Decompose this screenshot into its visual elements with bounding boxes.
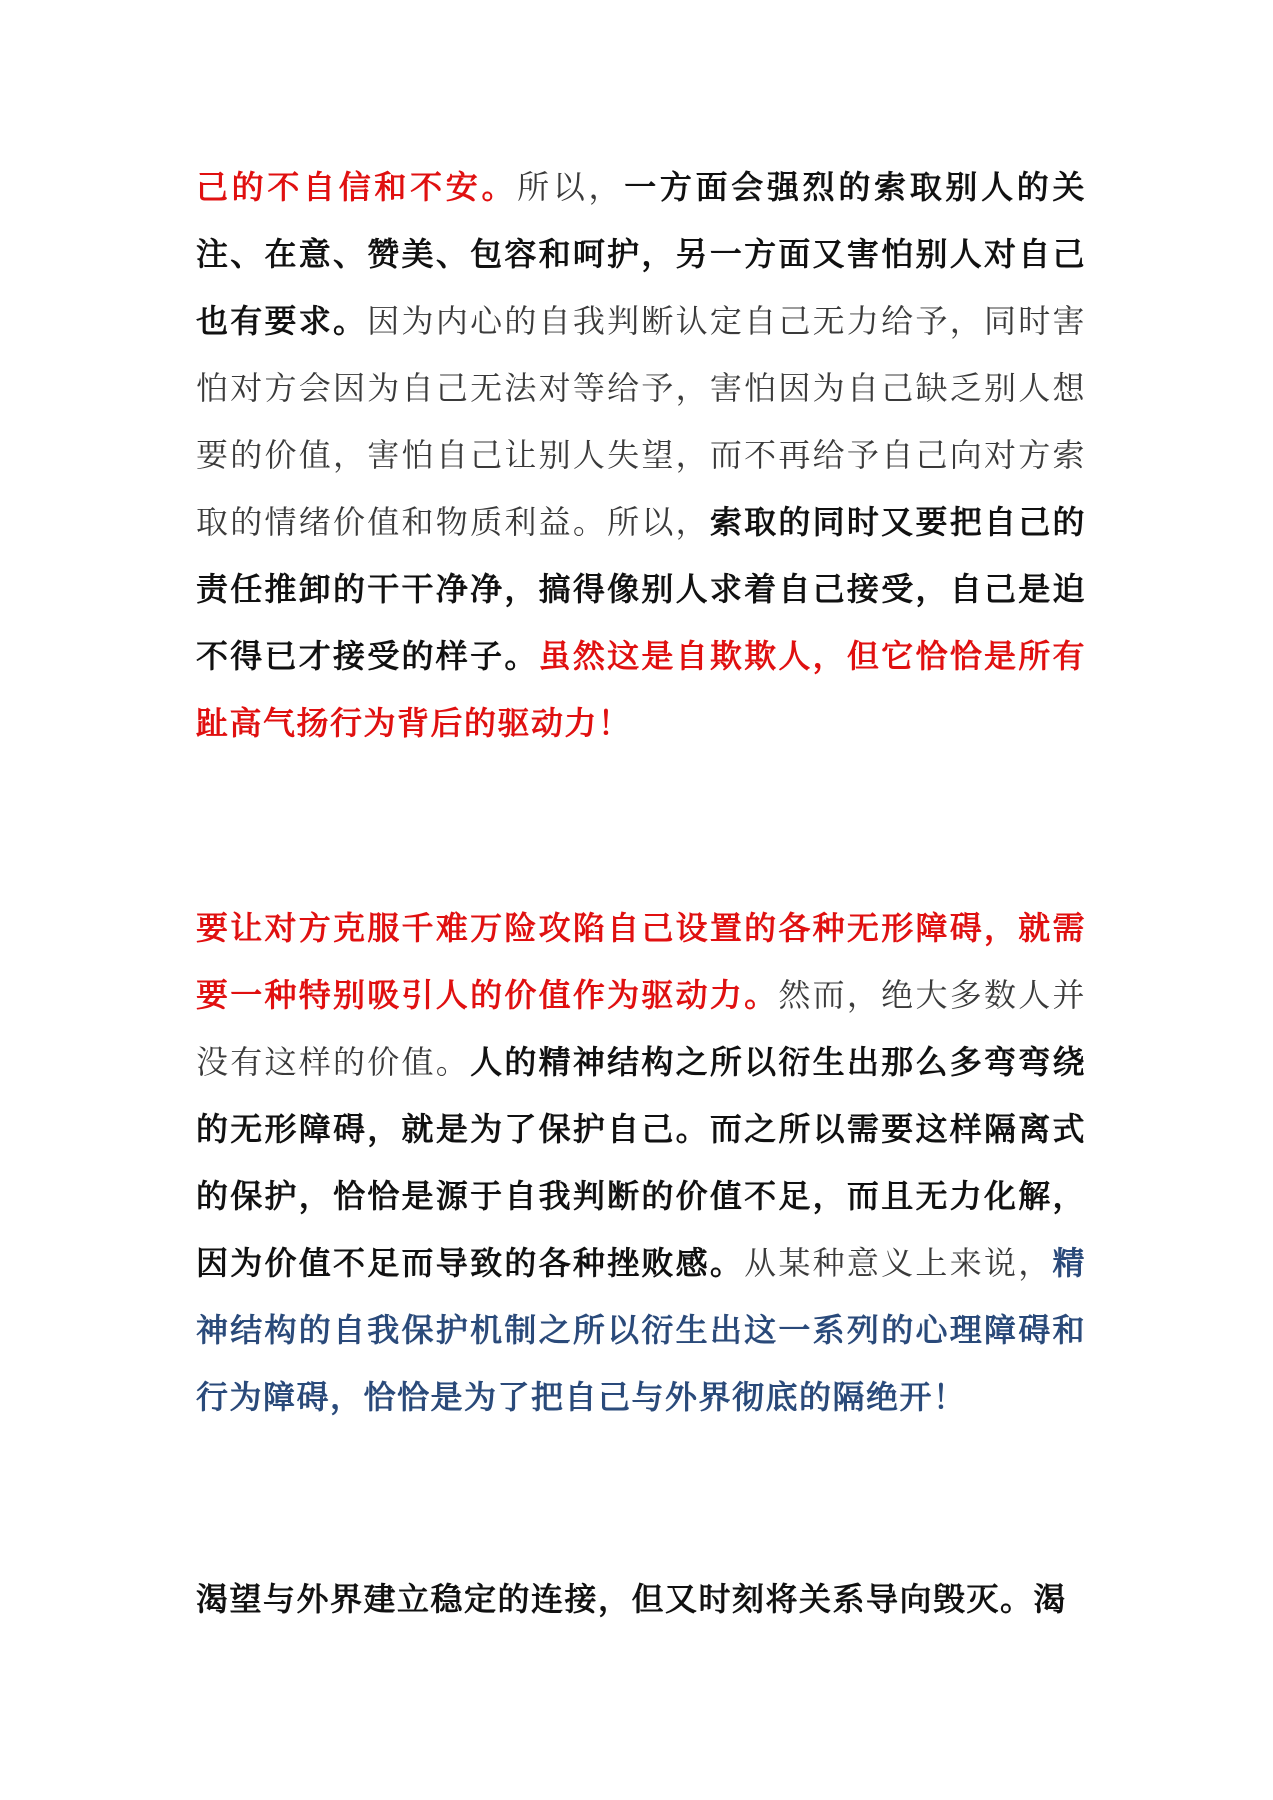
paragraph-2-segment-1: 要让对方克服千难万险攻陷自己设置的各种无形障碍，就需要一种特别吸引人的价值作为驱动力。 [196,909,1086,1014]
paragraph-1-segment-6: 虽然这是自欺欺人，但它恰恰是所有趾高气扬行为背后的驱动力！ [196,637,1086,742]
paragraph-1 [196,154,1086,757]
paragraph-3 [196,1566,1086,1633]
paragraph-2-segment-5: 精神结构的自我保护机制之所以衍生出这一系列的心理障碍和行为障碍，恰恰是为了把自己与外界彻底的隔绝开！ [196,1244,1086,1416]
paragraph-2-segment-2: 然而，绝大多数人并没有这样的价值。 [196,976,1086,1081]
paragraph-1-segment-3: 一方面会强烈的索取别人的关注、在意、赞美、包容和呵护，另一方面又害怕别人对自己也有要求。 [196,168,1086,340]
paragraph-2-segment-4: 从某种意义上来说， [744,1244,1053,1282]
paragraph-3-segment-1: 渴望与外界建立稳定的连接，但又时刻将关系导向毁灭。渴 [196,1580,1068,1618]
paragraph-1-segment-5: 索取的同时又要把自己的责任推卸的干干净净，搞得像别人求着自己接受，自己是迫不得已才接受的样子。 [196,503,1086,675]
paragraph-1-segment-4: 因为内心的自我判断认定自己无力给予，同时害怕对方会因为自己无法对等给予，害怕因为自己缺乏别人想要的价值，害怕自己让别人失望，而不再给予自己向对方索取的情绪价值和物质利益。所以， [196,302,1086,541]
paragraph-2 [196,895,1086,1431]
paragraph-2-segment-3: 人的精神结构之所以衍生出那么多弯弯绕的无形障碍，就是为了保护自己。而之所以需要这样隔离式的保护，恰恰是源于自我判断的价值不足，而且无力化解，因为价值不足而导致的各种挫败感。 [196,1043,1086,1282]
paragraph-1-segment-1: 己的不自信和不安。 [196,168,518,206]
paragraph-1-segment-2: 所以， [517,168,625,206]
